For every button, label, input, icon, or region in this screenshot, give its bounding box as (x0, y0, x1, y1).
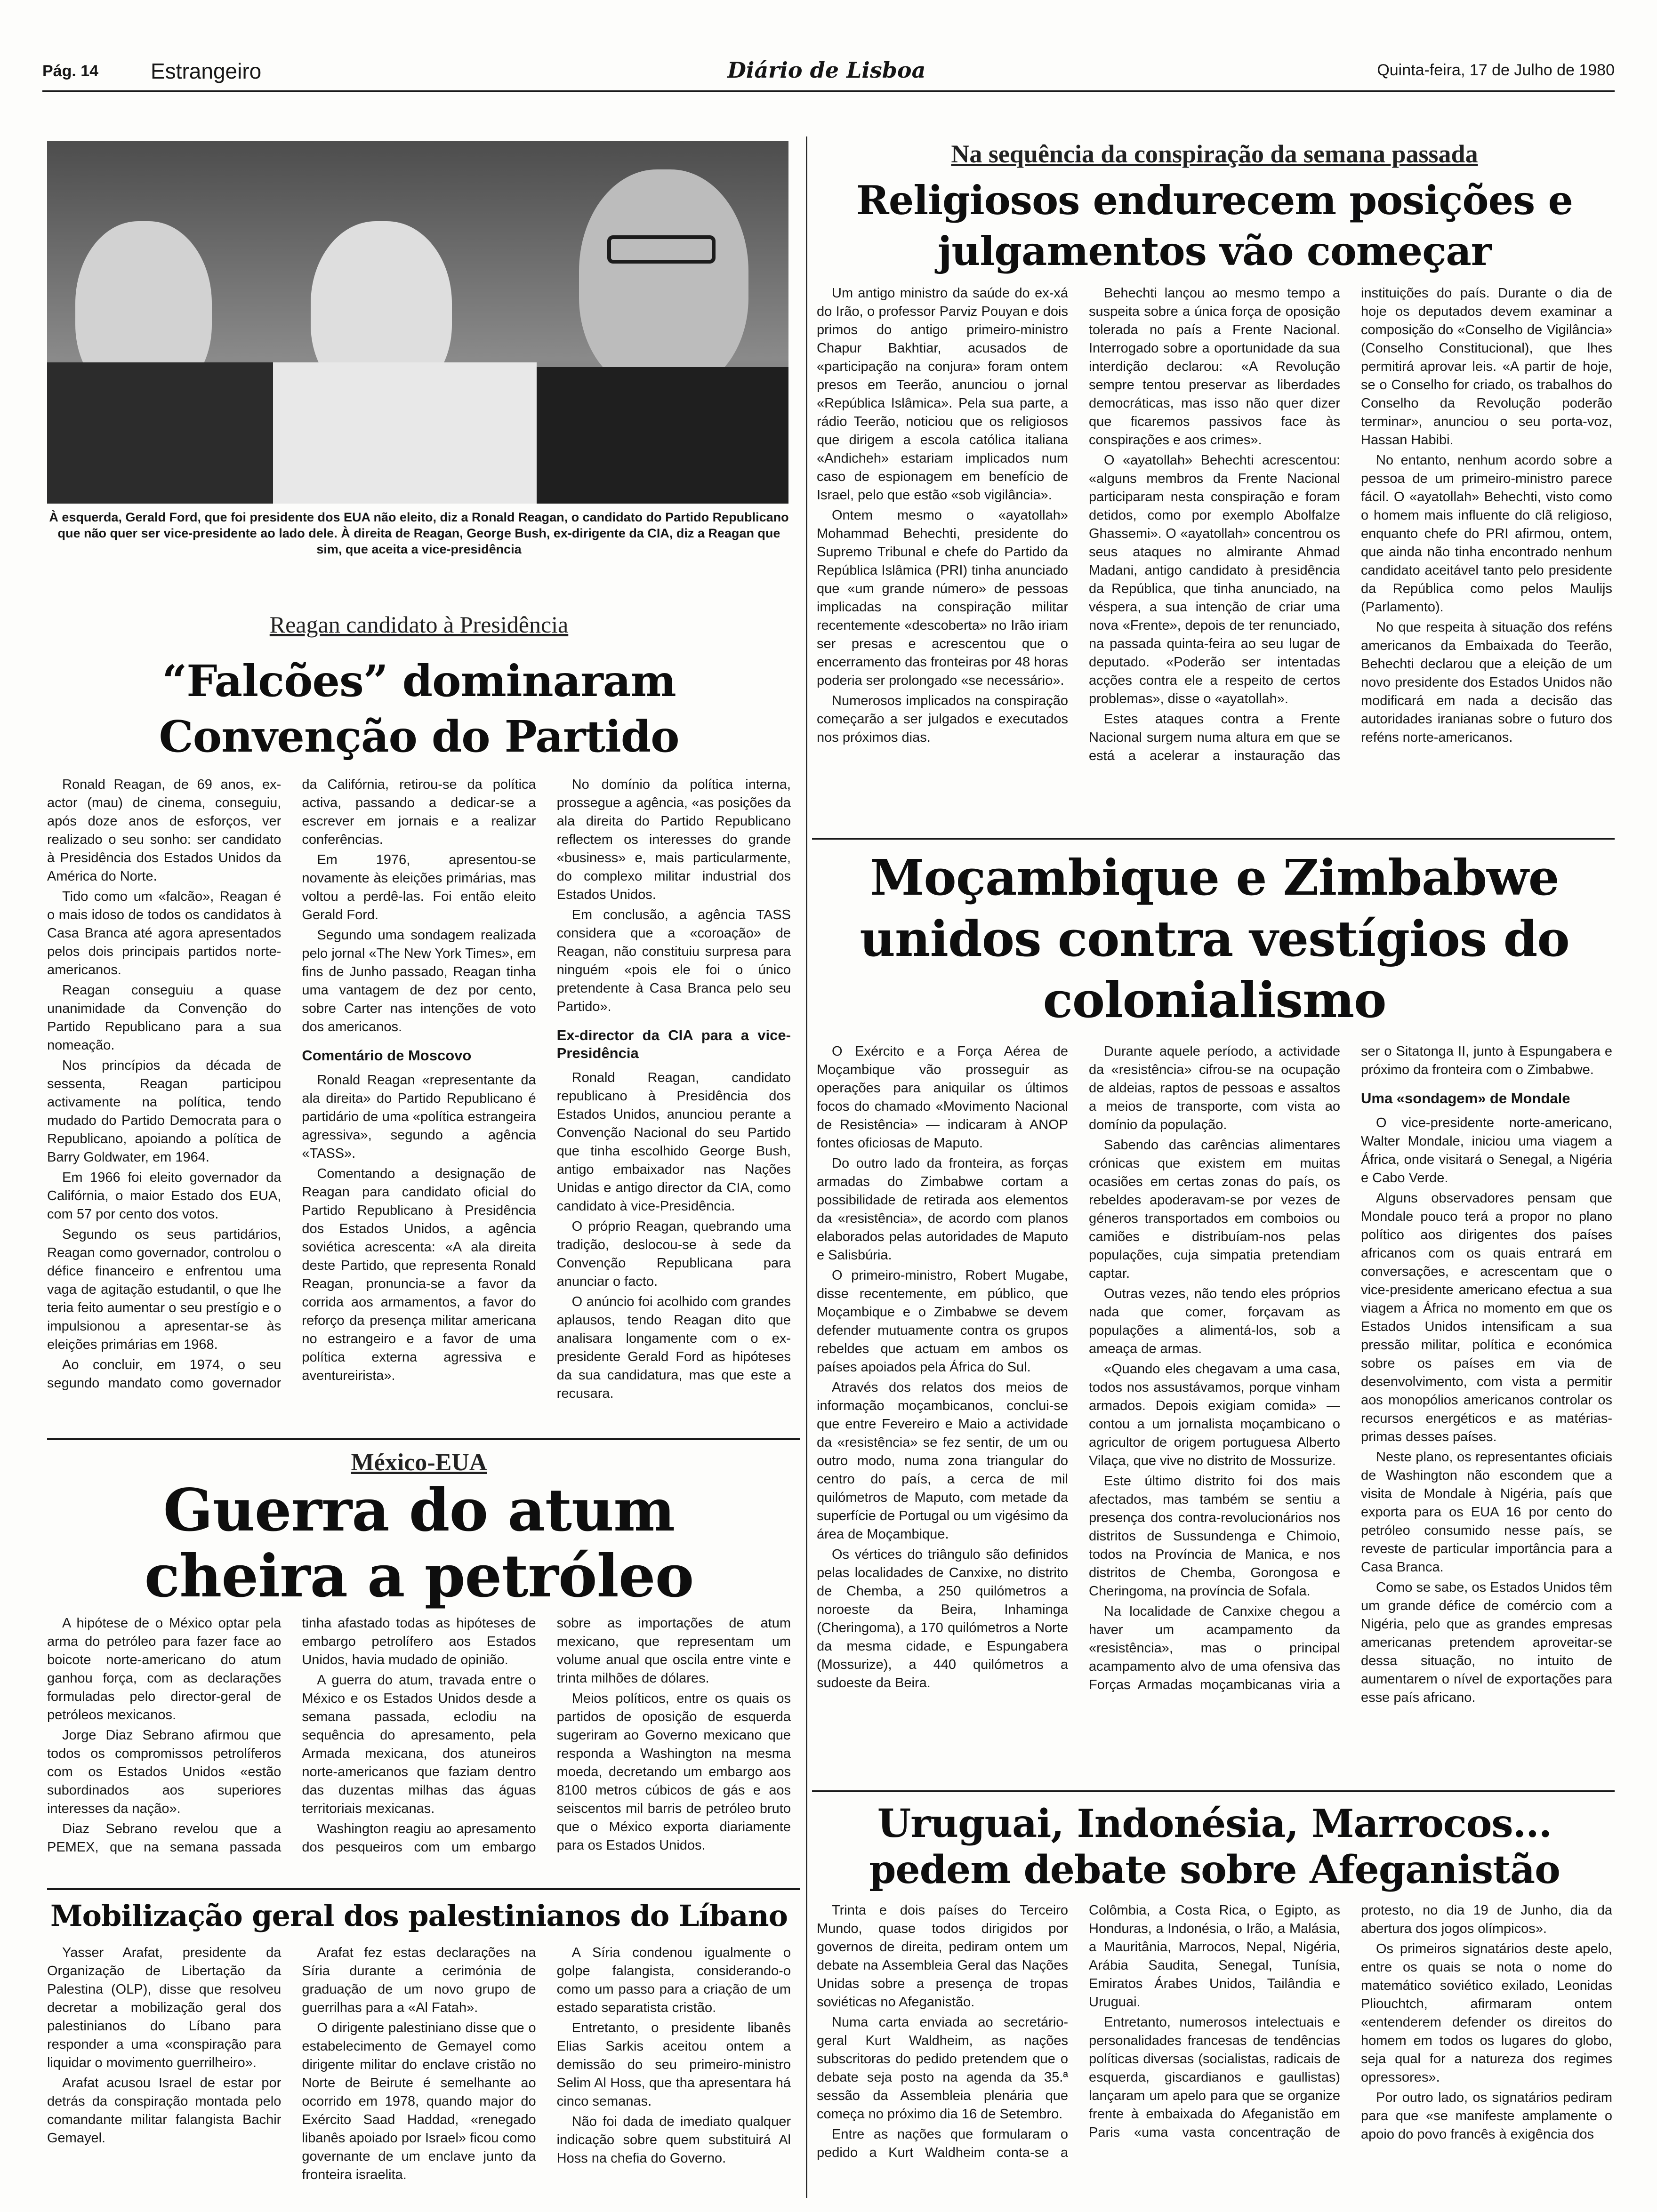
photo (47, 141, 788, 504)
reagan-headline: “Falcões” dominaram Convenção do Partido (159, 656, 679, 762)
paragraph: Ontem mesmo o «ayatollah» Mohammad Behechti, presidente do Supremo Tribunal e chefe do Partido da República Islâmica (PRI) tinha anunciado que «um grande número» de pessoas implicadas na conspiração militar recentemente «descoberta» no Irão iriam ser presas e acrescentou que o encerramento das fronteiras por 48 horas poderia ser prolongado «se necessário». (817, 508, 1068, 688)
paragraph: Em 1976, apresentou-se novamente às eleições primárias, mas voltou a perdê-las. Foi então eleito Gerald Ford. (302, 852, 536, 922)
section-name: Estrangeiro (151, 59, 262, 83)
paragraph: O próprio Reagan, quebrando uma tradição, deslocou-se à sede da Convenção Republicana para anunciar o facto. (556, 1219, 791, 1289)
paragraph: Segundo uma sondagem realizada pelo jornal «The New York Times», em fins de Junho passado, Reagan tinha uma vantagem de dez por cento, sobre Carter nas intenções de voto dos americanos. (302, 928, 536, 1034)
paragraph: Ronald Reagan, de 69 anos, ex-actor (mau) de cinema, conseguiu, após doze anos de esforços, ver realizado o seu sonho: ser candidato à Presidência dos Estados Unidos da América do Norte. (47, 777, 282, 884)
paragraph: Entretanto, o presidente libanês Elias Sarkis aceitou ontem a demissão do seu primeiro-ministro Selim Al Hoss, que tha apresentara há cinco semanas. (556, 2020, 791, 2109)
divider (47, 1438, 800, 1440)
uru-body (817, 1901, 1612, 2200)
iran-body (817, 284, 1612, 830)
divider (812, 838, 1615, 840)
paragraph: Jorge Diaz Sebrano afirmou que todos os compromissos petrolíferos com os Estados Unidos «estão subordinados aos superiores interesses da nação». (47, 1728, 282, 1816)
paragraph: Arafat fez estas declarações na Síria durante a cerimónia de graduação de um novo grupo de guerrilhas para a «Al Fatah». (302, 1945, 536, 2015)
reagan-body (47, 776, 791, 1430)
paragraph: Como se sabe, os Estados Unidos têm um grande défice de comércio com a Nigéria, pelo que as grandes empresas americanas pretendem aproveitar-se dessa situação, no intuito de aumentarem o nível de exportações para esse país africano. (1361, 1580, 1612, 1705)
paragraph: Arafat acusou Israel de estar por detrás da conspiração montada pelo comandante militar falangista Bachir Gemayel. (47, 2076, 282, 2146)
photo-caption: À esquerda, Gerald Ford, que foi presidente dos EUA não eleito, diz a Ronald Reagan, o candidato do Partido Republicano que não quer ser vice-presidente ao lado dele. À direita de Reagan, George Bush, ex-dirigente da CIA, diz a Reagan que sim, que aceita a vice-presidência (49, 510, 789, 556)
paragraph: Durante aquele período, a actividade da «resistência» cifrou-se na ocupação de aldeias, raptos de pessoas e assaltos a meios de transporte, com vista ao domínio da população. (1089, 1044, 1340, 1132)
paragraph: O Exército e a Força Aérea de Moçambique vão prosseguir as operações para aniquilar os últimos focos do chamado «Movimento Nacional de Resistência» — indicaram à ANOP fontes oficiosas de Maputo. (817, 1044, 1068, 1151)
issue-date: Quinta-feira, 17 de Julho de 1980 (1377, 61, 1615, 79)
paragraph: Os vértices do triângulo são definidos pelas localidades de Canxixe, no distrito de Chemba, a 250 quilómetros a noroeste da Beira, Inhaminga (Cheringoma), a 170 quilómetros a Norte da mesma cidade, e Espungabera (Mossurize), a 440 quilómetros a sudoeste da Beira. (817, 1547, 1068, 1691)
paragraph: Em 1966 foi eleito governador da Califórnia, o maior Estado dos EUA, com 57 por cento dos votos. (47, 1170, 282, 1222)
paragraph: Estes ataques contra a Frente Nacional surgem numa altura em que se está a acelerar a instauração das instituições do país. Durante o dia de hoje os deputados devem examinar a composição do «Conselho de Vigilância» (Conselho Constitucional), que lhes permitirá aprovar leis. «A partir de hoje, se o Conselho for criado, os trabalhos do Conselho da Revolução poderão terminar», anunciou o seu porta-voz, Hassan Habibi. (1089, 286, 1612, 763)
paragraph: O anúncio foi acolhido com grandes aplausos, tendo Reagan dito que analisara longamente com o ex-presidente Gerald Ford as hipóteses da sua candidatura, mas que este a recusara. (556, 1294, 791, 1401)
iran-kicker: Na sequência da conspiração da semana passada (951, 140, 1478, 168)
paragraph: Ronald Reagan «representante da ala direita» do Partido Republicano é partidário de uma «política estrangeira agressiva», segundo a agência «TASS». (302, 1073, 536, 1161)
paragraph: Ronald Reagan, candidato republicano à Presidência dos Estados Unidos, anunciou perante a Convenção Nacional do seu Partido que tinha escolhido George Bush, antigo embaixador nas Nações Unidas e antigo director da CIA, como candidato à vice-Presidência. (556, 1070, 791, 1214)
reagan-subhead-moscow: Comentário de Moscovo (302, 1047, 472, 1064)
paragraph: Washington reagiu ao apresamento dos pesqueiros com um embargo sobre as importações de atum mexicano, que representam um volume anual que oscila entre vinte e trinta milhões de dólares. (302, 1616, 791, 1855)
paragraph: Em conclusão, a agência TASS considera que a «coroação» de Reagan, não constituiu surpresa para ninguém «pois ele foi o único pretendente à Casa Branca pelo seu Partido». (556, 907, 791, 1014)
paragraph: Reagan conseguiu a quase unanimidade da Convenção do Partido Republicano para a sua nomeação. (47, 983, 282, 1053)
mexico-kicker: México-EUA (351, 1449, 487, 1476)
page-header (42, 56, 1615, 88)
paragraph: No que respeita à situação dos reféns americanos da Embaixada do Teerão, Behechti declarou que a eleição de um novo presidente dos Estados Unidos não modificará em nada a decisão das autoridades iranianas sobre o futuro dos reféns norte-americanos. (1361, 620, 1612, 745)
moz-subhead-mondale: Uma «sondagem» de Mondale (1361, 1090, 1570, 1106)
paragraph: Do outro lado da fronteira, as forças armadas do Zimbabwe cortam a possibilidade de retirada aos elementos da «resistência», de acordo com planos elaborados pelas autoridades de Maputo e Salisbúria. (817, 1156, 1068, 1263)
paragraph: Entretanto, numerosos intelectuais e personalidades francesas de tendências políticas diversas (socialistas, radicais de esquerda, giscardianos e gaullistas) lançaram um apelo para que se organize frente à embaixada do Afeganistão em Paris «uma vasta concentração de protesto, no dia 19 de Junho, dia da abertura dos jogos olímpicos». (1089, 1903, 1612, 2140)
paragraph: A guerra do atum, travada entre o México e os Estados Unidos desde a semana passada, eclodiu na sequência do apresamento, pela Armada mexicana, dos atuneiros norte-americanos que faziam dentro das duzentas milhas das águas territoriais mexicanas. (302, 1673, 536, 1816)
pal-body (47, 1944, 791, 2200)
paragraph: A hipótese de o México optar pela arma do petróleo para fazer face ao boicote norte-americano do atum ganhou força, com as declarações formuladas pelo director-geral de petróleos mexicanos. (47, 1616, 282, 1723)
paragraph: Na localidade de Canxixe chegou a haver um acampamento da «resistência», mas o principal acampamento alvo de uma ofensiva das Forças Armadas moçambicanas viria a ser o Sitatonga II, junto à Espungabera e próximo da fronteira com o Zimbabwe. (1089, 1044, 1612, 1692)
paragraph: Por outro lado, os signatários pediram para que «se manifeste amplamente o apoio do povo francês à exigência dos (1361, 2090, 1612, 2142)
paragraph: O vice-presidente norte-americano, Walter Mondale, iniciou uma viagem a África, onde visitará o Senegal, a Nigéria e Cabo Verde. (1361, 1115, 1612, 1186)
paragraph: Trinta e dois países do Terceiro Mundo, quase todos dirigidos por governos de direita, pediram ontem um debate na Assembleia Geral das Nações Unidas sobre a presença de tropas soviéticas no Afeganistão. (817, 1903, 1068, 2010)
paragraph: Comentando a designação de Reagan para candidato oficial do Partido Republicano à Presidência dos Estados Unidos, a agência soviética acrescenta: «A ala direita deste Partido, que representa Ronald Reagan, pronuncia-se a favor da corrida aos armamentos, a favor do reforço da presença militar americana no estrangeiro e a favor de uma política externa agressiva e aventureirista». (302, 1166, 536, 1383)
paragraph: Não foi dada de imediato qualquer indicação sobre quem substituirá Al Hoss na chefia do Governo. (556, 2114, 791, 2166)
uru-headline: Uruguai, Indonésia, Marrocos... pedem debate sobre Afeganistão (869, 1801, 1560, 1892)
reagan-subhead-cia: Ex-director da CIA para a vice-Presidência (556, 1027, 791, 1061)
page-number: Pág. 14 (42, 62, 99, 80)
paragraph: Segundo os seus partidários, Reagan como governador, controlou o défice financeiro e enfrentou uma vaga de agitação estudantil, o que lhe teria feito aumentar o seu prestígio e o impulsionou a apresentar-se às eleições primárias em 1968. (47, 1227, 282, 1352)
moz-headline: Moçambique e Zimbabwe unidos contra vestígios do colonialismo (860, 849, 1569, 1029)
paragraph: Ao concluir, em 1974, o seu segundo mandato como governador da Califórnia, retirou-se da política activa, passando a dedicar-se a escrever em jornais e a realizar conferências. (47, 777, 536, 1391)
paragraph: Behechti lançou ao mesmo tempo a suspeita sobre a única força de oposição tolerada no país a Frente Nacional. Interrogado sobre a oportunidade da sua interdição declarou: «A Revolução sempre tentou preservar as liberdades democráticas, mas isso não quer dizer que ficaremos passivos face às conspirações e aos crimes». (1089, 286, 1340, 448)
paragraph: No entanto, nenhum acordo sobre a pessoa de um primeiro-ministro parece fácil. O «ayatollah» Behechti, visto como o homem mais influente do clã religioso, enquanto chefe do PRI afirmou, ontem, que ainda não tinha encontrado nenhum candidato aceitável tanto pelo presidente da República como pelos Maulijs (Parlamento). (1361, 453, 1612, 615)
pal-headline: Mobilização geral dos palestinianos do Líbano (50, 1899, 788, 1933)
paragraph: Alguns observadores pensam que Mondale pouco terá a propor no plano político aos dirigentes dos países africanos com os quais entrará em conversações, e acrescentam que o vice-presidente americano efectua a sua viagem a África no momento em que os Estados Unidos intensificam a sua pressão militar, política e económica sobre os países em via de desenvolvimento, com vista a permitir aos monopólios americanos controlar os recursos energéticos e as matérias-primas desses países. (1361, 1191, 1612, 1444)
paragraph: Este último distrito foi dos mais afectados, mas também se sentiu a presença dos contra-revolucionários nos distritos de Sussundenga e Chimoio, todos na Província de Manica, e nos distritos de Chemba, Gorongosa e Cheringoma, na província de Sofala. (1089, 1474, 1340, 1599)
header-rule (42, 90, 1615, 92)
paragraph: Numa carta enviada ao secretário-geral Kurt Waldheim, as nações subscritoras do pedido pretendem que o debate seja posto na agenda da 35.ª sessão da Assembleia plenária que começa no próximo dia 16 de Setembro. (817, 2015, 1068, 2122)
iran-headline: Religiosos endurecem posições e julgamentos vão começar (856, 177, 1573, 274)
mexico-headline: Guerra do atum cheira a petróleo (144, 1478, 694, 1611)
paragraph: Os primeiros signatários deste apelo, entre os quais se nota o nome do matemático soviético exilado, Leonidas Pliouchtch, afirmaram ontem «entenderem defender os direitos do homem em todos os lugares do globo, seja qual for a natureza dos regimes opressores». (1361, 1941, 1612, 2085)
reagan-kicker: Reagan candidato à Presidência (269, 611, 569, 638)
paragraph: Meios políticos, entre os quais os partidos de oposição de esquerda sugeriram ao Governo mexicano que responda a Washington na mesma moeda, decretando um embargo aos 8100 metros cúbicos de gás e aos seiscentos mil barris de petróleo bruto que o México exporta diariamente para os Estados Unidos. (556, 1691, 791, 1853)
paragraph: Sabendo das carências alimentares crónicas que existem em muitas ocasiões em certas zonas do país, os rebeldes apoderavam-se por vezes de géneros transportados em comboios ou camiões e distribuíam-nos pelas populações, cuja simpatia pretendiam captar. (1089, 1138, 1340, 1281)
paragraph: Um antigo ministro da saúde do ex-xá do Irão, o professor Parviz Pouyan e dois primos do antigo primeiro-ministro Chapur Bakhtiar, acusados de «participação na conjura» foram ontem presos em Teerão, anunciou o jornal «República Islâmica». Pela sua parte, a rádio Teerão, noticiou que os religiosos que dirigem a escola católica italiana «Andicheh» estariam implicados num caso de espionagem em benefício de Israel, pelo que estão «sob vigilância». (817, 286, 1068, 503)
paragraph: Diaz Sebrano revelou que a PEMEX, que na semana passada tinha afastado todas as hipóteses de embargo petrolífero aos Estados Unidos, havia mudado de opinião. (47, 1616, 536, 1855)
paragraph: O primeiro-ministro, Robert Mugabe, disse recentemente, em público, que Moçambique e o Zimbabwe se devem defender mutuamente contra os grupos rebeldes que actuam em ambos os países apoiados pela África do Sul. (817, 1268, 1068, 1375)
mexico-body (47, 1614, 791, 1878)
paragraph: Numerosos implicados na conspiração começarão a ser julgados e executados nos próximos dias. (817, 693, 1068, 745)
paragraph: Tido como um «falcão», Reagan é o mais idoso de todos os candidatos à Casa Branca até agora apresentados pelos dois principais partidos norte-americanos. (47, 889, 282, 978)
paragraph: O dirigente palestiniano disse que o estabelecimento de Gemayel como dirigente militar do enclave cristão no Norte de Beirute é semelhante ao ocorrido em 1978, quando major do Exército Saad Haddad, «renegado libanês apoiado por Israel» ficou como governante de um enclave junto da fronteira israelita. (302, 2020, 536, 2182)
moz-body (817, 1042, 1612, 1779)
paragraph: O «ayatollah» Behechti acrescentou: «alguns membros da Frente Nacional participaram nesta conspiração e foram detidos, como por exemplo Abolfalze Ghassemi». O «ayatollah» concentrou os seus ataques no almirante Ahmad Madani, antigo candidato à presidência da República, que tinha anunciado, na véspera, a sua intenção de criar uma nova «Frente», depois de ter renunciado, na passada quinta-feira ao seu lugar de deputado. «Poderão ser intentadas acções contra ele a respeito de certos problemas», disse o «ayatollah». (1089, 453, 1340, 706)
masthead: Diário de Lisboa (727, 57, 926, 83)
divider (812, 1790, 1615, 1792)
column-divider (806, 136, 807, 2198)
divider (47, 1888, 800, 1890)
paragraph: «Quando eles chegavam a uma casa, todos nos assustávamos, porque vinham armados. Depois exigiam comida» — contou a um jornalista moçambicano o agricultor de origem portuguesa Alberto Vilaça, que vive no distrito de Mossurize. (1089, 1362, 1340, 1468)
paragraph: A Síria condenou igualmente o golpe falangista, considerando-o como um passo para a criação de um estado separatista cristão. (556, 1945, 791, 2015)
paragraph: No domínio da política interna, prossegue a agência, «as posições da ala direita do Partido Republicano reflectem os interesses do grande «business» e, mais particularmente, do complexo militar industrial dos Estados Unidos. (556, 777, 791, 902)
paragraph: Neste plano, os representantes oficiais de Washington não escondem que a visita de Mondale à Nigéria, país que exporta para os EUA 16 por cento do petróleo consumido nesse país, se reveste de particular importância para a Casa Branca. (1361, 1450, 1612, 1575)
paragraph: Yasser Arafat, presidente da Organização de Libertação da Palestina (OLP), disse que resolveu decretar a mobilização geral dos palestinianos do Líbano para responder a uma «conspiração para liquidar o movimento guerrilheiro». (47, 1945, 282, 2070)
paragraph: Nos princípios da década de sessenta, Reagan participou activamente na política, tendo mudado do Partido Democrata para o Republicano, apoiando a política de Barry Goldwater, em 1964. (47, 1058, 282, 1165)
paragraph: Outras vezes, não tendo eles próprios nada que comer, forçavam as populações a alimentá-los, sob a ameaça de armas. (1089, 1286, 1340, 1356)
person-bush (579, 169, 748, 391)
paragraph: Através dos relatos dos meios de informação moçambicanos, conclui-se que entre Fevereiro e Maio a actividade da «resistência» se fez sentir, de um ou outro modo, numa zona triangular do centro do país, a cerca de mil quilómetros de Maputo, com metade da superfície de Portugal ou um vigésimo da área de Moçambique. (817, 1380, 1068, 1542)
paragraph: Entre as nações que formularam o pedido a Kurt Waldheim conta-se a Colômbia, a Costa Rica, o Egipto, as Honduras, a Indonésia, o Irão, a Malásia, a Mauritânia, Marrocos, Nepal, Nigéria, Arábia Saudita, Senegal, Tunísia, Emiratos Árabes Unidos, Tailândia e Uruguai. (817, 1903, 1340, 2160)
